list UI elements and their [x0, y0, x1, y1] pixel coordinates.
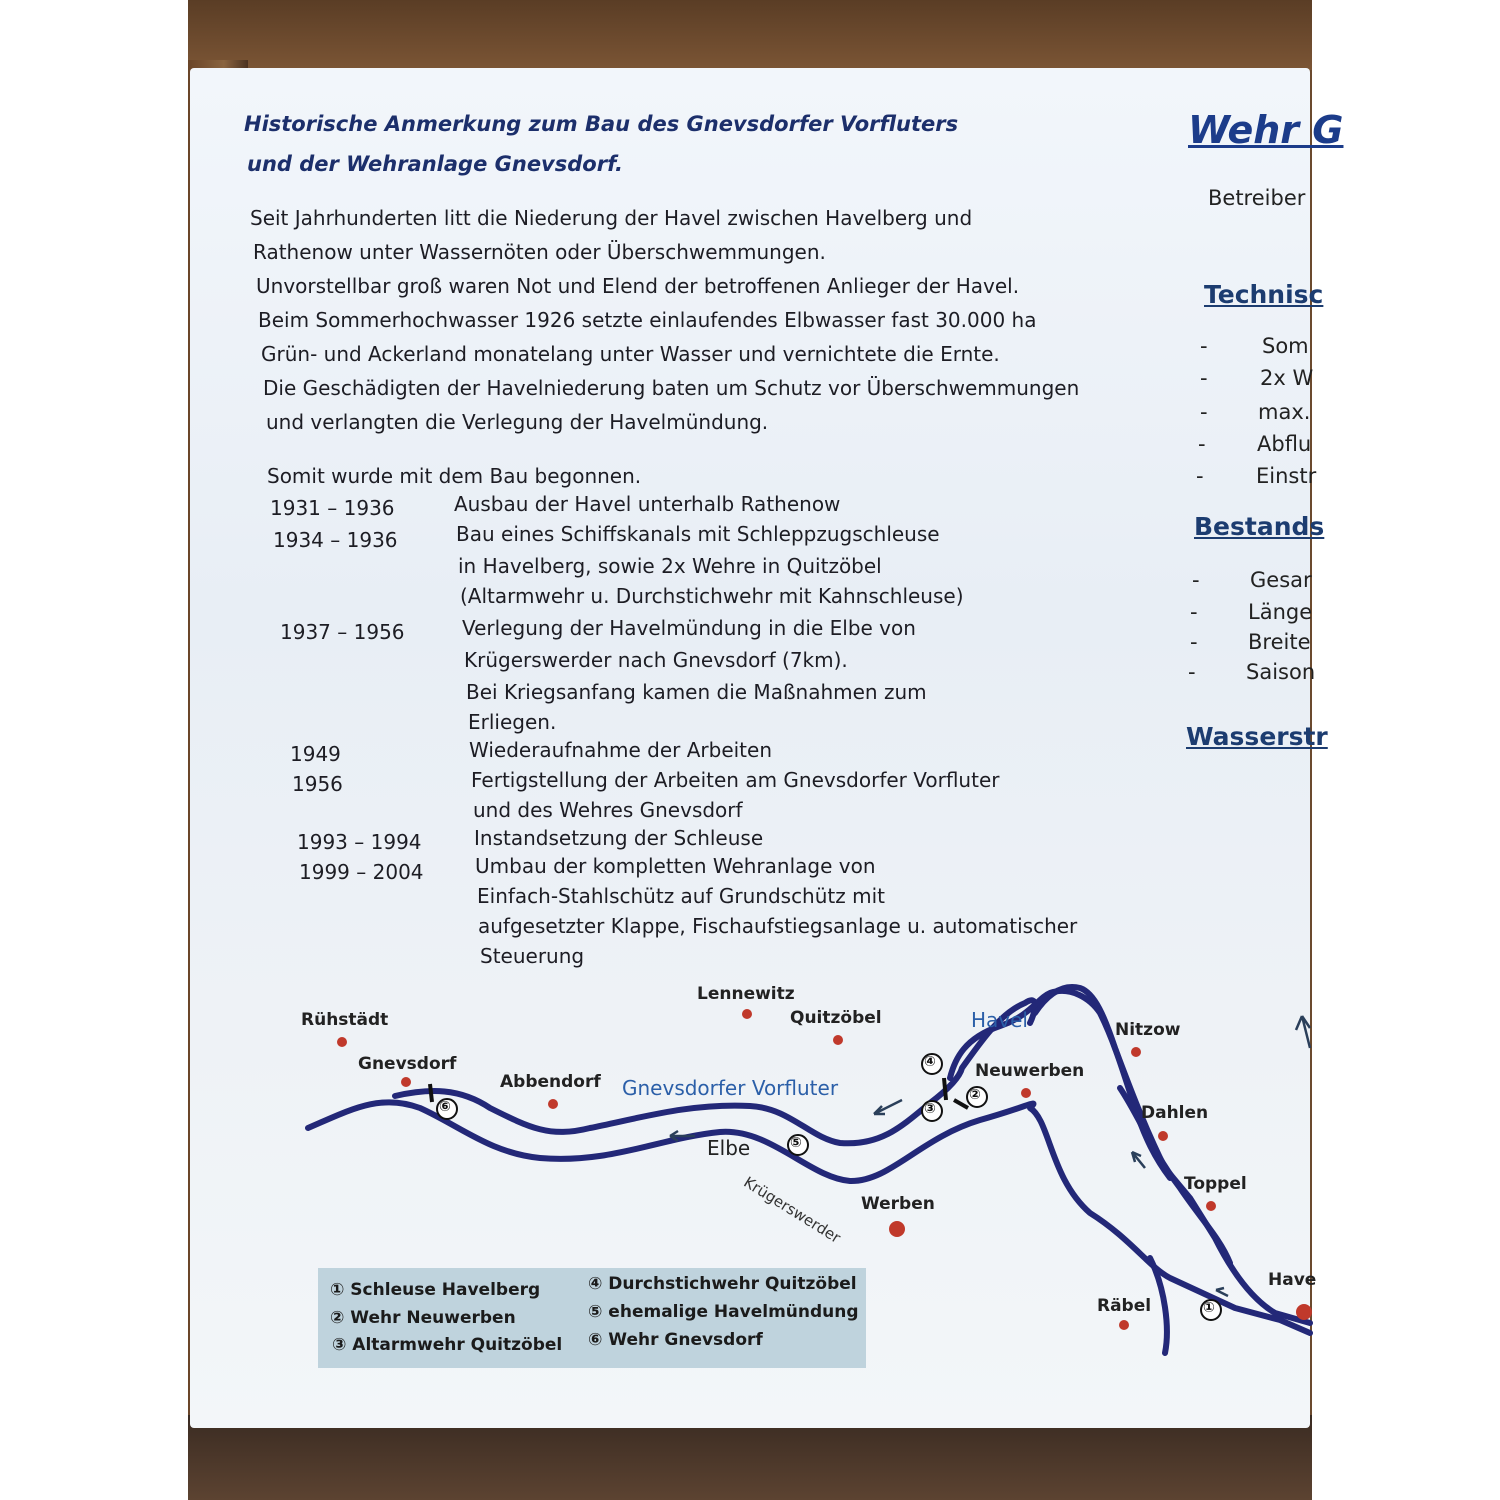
weir-gnevsdorf-bar: [430, 1084, 432, 1102]
intro-line: Unvorstellbar groß waren Not und Elend der betroffenen Anlieger der Havel.: [256, 274, 1020, 298]
timeline-year: 1949: [290, 742, 341, 766]
marker-number: ③: [924, 1101, 936, 1117]
town-dot: [401, 1077, 411, 1087]
town-label-werben: Werben: [861, 1194, 935, 1214]
legend-item: ⑤ ehemalige Havelmündung: [588, 1302, 859, 1322]
intro-line: Grün- und Ackerland monatelang unter Wasser und vernichtete die Ernte.: [261, 342, 1000, 366]
inventory-item: Breite: [1248, 630, 1311, 654]
technical-item: Einstr: [1256, 464, 1317, 488]
map-legend: [318, 1268, 866, 1368]
timeline-text: Umbau der kompletten Wehranlage von: [475, 854, 876, 878]
legend-item: ① Schleuse Havelberg: [330, 1280, 541, 1300]
timeline-year: 1999 – 2004: [299, 860, 424, 884]
section-waterway: Wasserstr: [1186, 722, 1328, 751]
town-dot: [1206, 1201, 1216, 1211]
intro-line: Beim Sommerhochwasser 1926 setzte einlaufendes Elbwasser fast 30.000 ha: [258, 308, 1037, 332]
bullet-dash: -: [1188, 660, 1196, 684]
river-label-vorfluter: Gnevsdorfer Vorfluter: [622, 1076, 839, 1100]
info-board: [190, 68, 1344, 1428]
technical-item: Abflu: [1257, 432, 1312, 456]
bullet-dash: -: [1198, 432, 1206, 456]
timeline-year: 1993 – 1994: [297, 830, 422, 854]
bullet-dash: -: [1200, 400, 1208, 424]
town-label-ruehstaedt: Rühstädt: [301, 1010, 389, 1030]
timeline-year: 1934 – 1936: [273, 528, 398, 552]
operator-label: Betreiber: [1208, 186, 1306, 210]
bullet-dash: -: [1200, 366, 1208, 390]
town-label-toppel: Toppel: [1184, 1174, 1247, 1194]
legend-item: ③ Altarmwehr Quitzöbel: [332, 1335, 563, 1355]
town-label-abbendorf: Abbendorf: [500, 1072, 601, 1092]
town-label-neuwerben: Neuwerben: [975, 1061, 1085, 1081]
town-dot: [1119, 1320, 1129, 1330]
inventory-item: Länge: [1248, 600, 1313, 624]
timeline-text: in Havelberg, sowie 2x Wehre in Quitzöbel: [458, 554, 882, 578]
timeline-text: Krügerswerder nach Gnevsdorf (7km).: [464, 648, 848, 672]
town-label-dahlen: Dahlen: [1141, 1103, 1209, 1123]
timeline-text: Bau eines Schiffskanals mit Schleppzugschleuse: [456, 522, 940, 546]
heading-line-1: Historische Anmerkung zum Bau des Gnevsdorfer Vorfluters: [244, 112, 959, 136]
town-dot: [1131, 1047, 1141, 1057]
timeline-text: Erliegen.: [468, 710, 557, 734]
town-label-havelberg: Have: [1268, 1270, 1317, 1290]
town-dot: [1158, 1131, 1168, 1141]
town-dot: [548, 1099, 558, 1109]
weir-altarm-bar: [954, 1100, 968, 1108]
timeline-text: Fertigstellung der Arbeiten am Gnevsdorfer Vorfluter: [471, 768, 1000, 792]
town-label-nitzow: Nitzow: [1115, 1020, 1181, 1040]
bullet-dash: -: [1192, 568, 1200, 592]
north-arrow-icon: [1296, 1016, 1310, 1048]
town-dot: [833, 1035, 843, 1045]
bullet-dash: -: [1190, 630, 1198, 654]
marker-number: ④: [924, 1054, 936, 1070]
marker-number: ⑤: [790, 1135, 802, 1151]
timeline-text: aufgesetzter Klappe, Fischaufstiegsanlage u. automatischer: [478, 914, 1078, 938]
place-label-kruegerswerder: Krügerswerder: [740, 1173, 844, 1247]
timeline-text: Steuerung: [480, 944, 585, 968]
technical-item: Som: [1262, 334, 1309, 358]
timeline-text: Bei Kriegsanfang kamen die Maßnahmen zum: [466, 680, 927, 704]
bullet-dash: -: [1190, 600, 1198, 624]
legend-item: ④ Durchstichwehr Quitzöbel: [588, 1274, 857, 1294]
intro-line: Seit Jahrhunderten litt die Niederung der Havel zwischen Havelberg und: [250, 206, 973, 230]
river-map: [190, 68, 1313, 1428]
timeline-intro: Somit wurde mit dem Bau begonnen.: [267, 464, 642, 488]
section-technical: Technisc: [1204, 280, 1324, 309]
section-inventory: Bestands: [1194, 512, 1325, 541]
marker-number: ⑥: [439, 1099, 451, 1115]
town-dot: [337, 1037, 347, 1047]
bullet-dash: -: [1196, 464, 1204, 488]
timeline-year: 1937 – 1956: [280, 620, 405, 644]
frame-top-beam: [188, 0, 1312, 70]
river-label-elbe: Elbe: [707, 1136, 751, 1160]
town-label-quitzoebel: Quitzöbel: [790, 1008, 882, 1028]
right-title: Wehr G: [1188, 108, 1344, 152]
town-dot: [1021, 1088, 1031, 1098]
inventory-item: Saison: [1246, 660, 1316, 684]
marker-number: ②: [969, 1087, 981, 1103]
river-label-havel: Havel: [971, 1008, 1028, 1032]
town-label-raebel: Räbel: [1097, 1296, 1152, 1316]
flow-arrow-icon: [1216, 1288, 1228, 1296]
timeline-text: Einfach-Stahlschütz auf Grundschütz mit: [477, 884, 885, 908]
marker-number: ①: [1203, 1300, 1215, 1316]
town-dot: [1296, 1304, 1312, 1320]
timeline-text: (Altarmwehr u. Durchstichwehr mit Kahnschleuse): [460, 584, 964, 608]
timeline-year: 1931 – 1936: [270, 496, 395, 520]
flow-arrow-icon: [1132, 1152, 1145, 1168]
weir-quitzoebel-bar: [944, 1078, 946, 1100]
flow-arrow-icon: [874, 1100, 902, 1114]
inventory-item: Gesar: [1250, 568, 1312, 592]
heading-line-2: und der Wehranlage Gnevsdorf.: [247, 152, 624, 176]
intro-line: und verlangten die Verlegung der Havelmündung.: [266, 410, 769, 434]
town-dot: [742, 1009, 752, 1019]
technical-item: 2x W: [1260, 366, 1314, 390]
legend-item: ② Wehr Neuwerben: [330, 1308, 516, 1328]
timeline-text: und des Wehres Gnevsdorf: [473, 798, 743, 822]
timeline-year: 1956: [292, 772, 343, 796]
timeline-text: Instandsetzung der Schleuse: [474, 826, 764, 850]
town-label-lennewitz: Lennewitz: [697, 984, 795, 1004]
intro-line: Rathenow unter Wassernöten oder Überschwemmungen.: [253, 240, 826, 264]
technical-item: max.: [1258, 400, 1311, 424]
timeline-text: Verlegung der Havelmündung in die Elbe von: [462, 616, 916, 640]
intro-line: Die Geschädigten der Havelniederung baten um Schutz vor Überschwemmungen: [263, 376, 1080, 400]
legend-item: ⑥ Wehr Gnevsdorf: [588, 1330, 763, 1350]
timeline-text: Wiederaufnahme der Arbeiten: [469, 738, 773, 762]
town-dot: [889, 1221, 905, 1237]
town-label-gnevsdorf: Gnevsdorf: [358, 1054, 457, 1074]
timeline-text: Ausbau der Havel unterhalb Rathenow: [454, 492, 841, 516]
bullet-dash: -: [1200, 334, 1208, 358]
